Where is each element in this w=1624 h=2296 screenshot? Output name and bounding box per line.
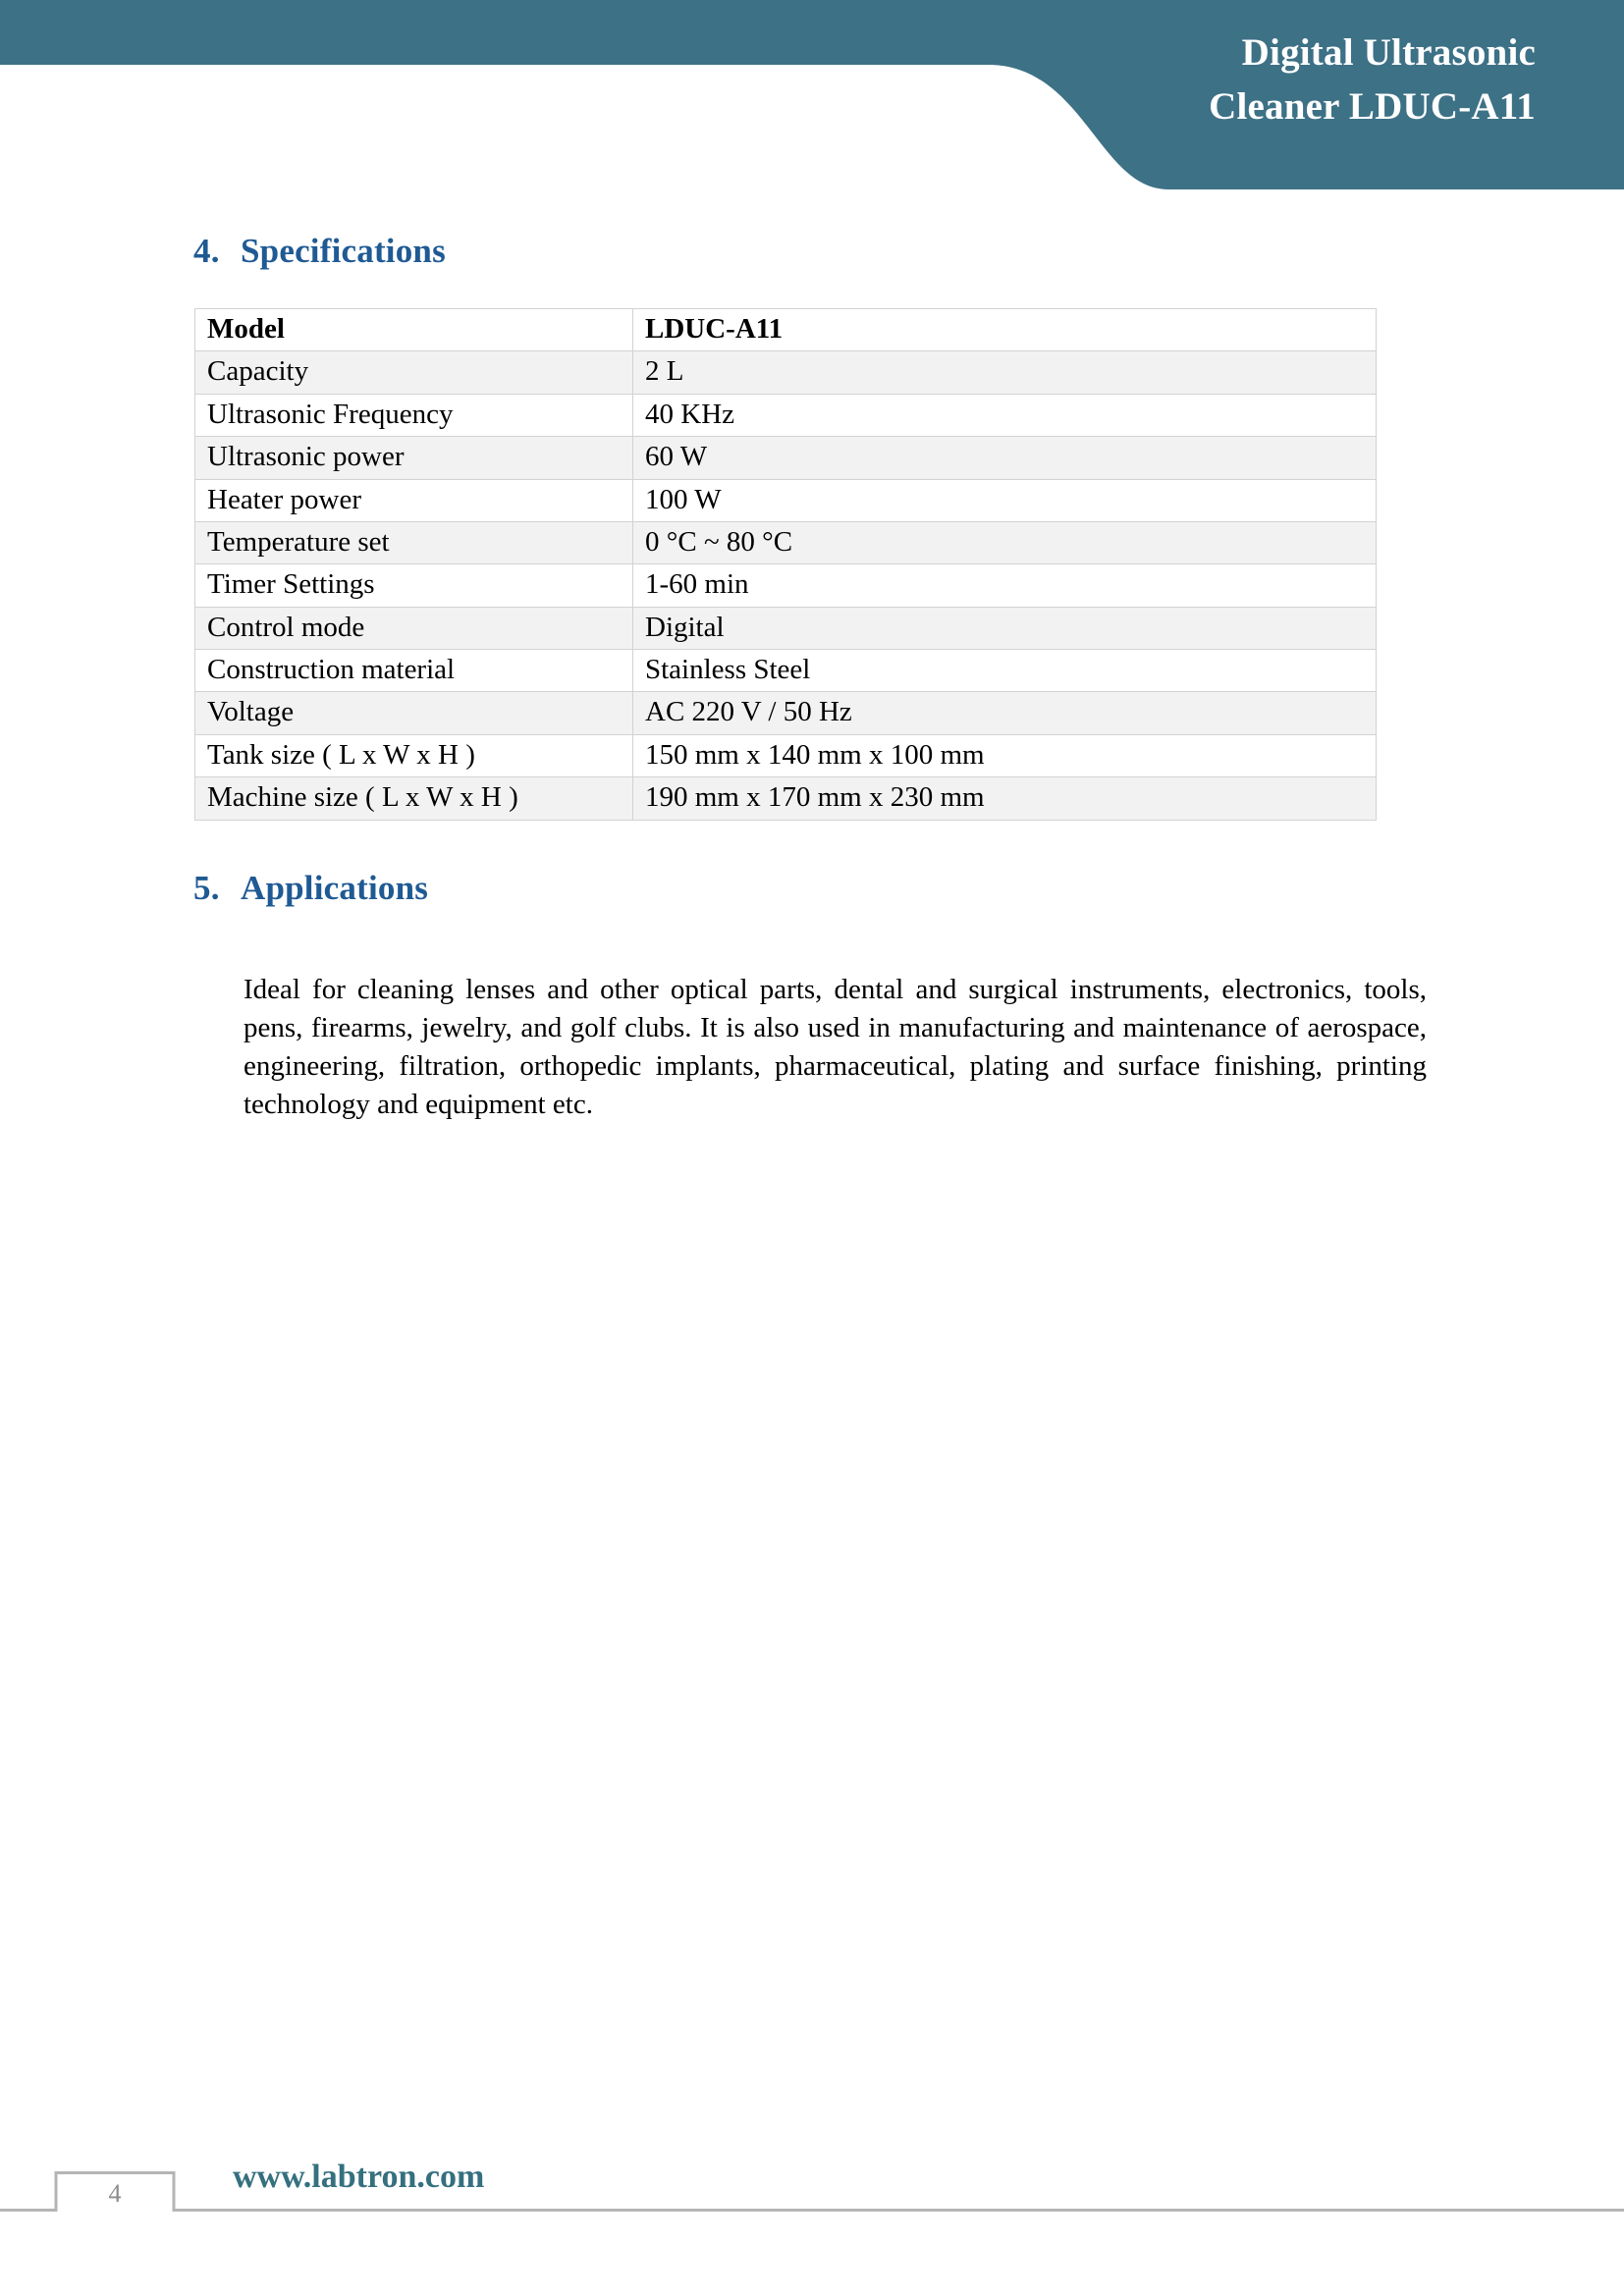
table-cell-value: Digital bbox=[633, 607, 1377, 649]
section-number-specifications: 4. bbox=[193, 232, 220, 270]
table-cell-value: 1-60 min bbox=[633, 564, 1377, 607]
table-cell-value: 190 mm x 170 mm x 230 mm bbox=[633, 777, 1377, 820]
section-heading-applications bbox=[193, 869, 428, 908]
table-row bbox=[195, 479, 1377, 521]
document-title-line-1: Digital Ultrasonic bbox=[1241, 31, 1536, 74]
table-cell-label: Control mode bbox=[195, 607, 633, 649]
section-heading-specifications bbox=[193, 232, 446, 271]
table-cell-label: Temperature set bbox=[195, 521, 633, 563]
table-cell-value: 40 KHz bbox=[633, 394, 1377, 436]
table-cell-value: 100 W bbox=[633, 479, 1377, 521]
section-title-specifications: Specifications bbox=[241, 232, 446, 270]
table-row bbox=[195, 564, 1377, 607]
table-cell-label: Ultrasonic power bbox=[195, 437, 633, 479]
section-title-applications: Applications bbox=[241, 869, 429, 907]
page-header-band bbox=[0, 0, 1624, 196]
applications-paragraph: Ideal for cleaning lenses and other optical parts, dental and surgical instruments, electronics, tools, pens, firearms, jewelry, and golf clubs. It is also used in manufacturing and maintenance of aerospace, engineering, filtration, orthopedic implants, pharmaceutical, plating and surface finishing, printing technology and equipment etc. bbox=[244, 974, 1427, 1120]
specifications-table-container bbox=[194, 308, 1376, 821]
table-row bbox=[195, 394, 1377, 436]
table-row bbox=[195, 437, 1377, 479]
table-cell-label: Machine size ( L x W x H ) bbox=[195, 777, 633, 820]
specifications-table bbox=[194, 308, 1377, 821]
table-cell-value: Stainless Steel bbox=[633, 650, 1377, 692]
page-footer bbox=[0, 2156, 1624, 2244]
table-row bbox=[195, 351, 1377, 394]
table-cell-value: 0 °C ~ 80 °C bbox=[633, 521, 1377, 563]
table-header-value: LDUC-A11 bbox=[633, 309, 1377, 351]
table-cell-label: Construction material bbox=[195, 650, 633, 692]
document-title bbox=[986, 26, 1536, 134]
table-cell-value: AC 220 V / 50 Hz bbox=[633, 692, 1377, 734]
table-cell-label: Ultrasonic Frequency bbox=[195, 394, 633, 436]
table-row bbox=[195, 607, 1377, 649]
table-header-label: Model bbox=[195, 309, 633, 351]
table-cell-label: Heater power bbox=[195, 479, 633, 521]
table-row bbox=[195, 650, 1377, 692]
table-row bbox=[195, 734, 1377, 776]
table-cell-value: 60 W bbox=[633, 437, 1377, 479]
page-number: 4 bbox=[108, 2179, 122, 2208]
table-row bbox=[195, 521, 1377, 563]
document-title-line-2: Cleaner LDUC-A11 bbox=[1209, 85, 1536, 129]
table-cell-label: Voltage bbox=[195, 692, 633, 734]
table-row bbox=[195, 692, 1377, 734]
footer-website-url: www.labtron.com bbox=[233, 2159, 485, 2195]
table-header-row bbox=[195, 309, 1377, 351]
table-cell-value: 2 L bbox=[633, 351, 1377, 394]
table-cell-label: Capacity bbox=[195, 351, 633, 394]
table-cell-value: 150 mm x 140 mm x 100 mm bbox=[633, 734, 1377, 776]
table-cell-label: Timer Settings bbox=[195, 564, 633, 607]
section-number-applications: 5. bbox=[193, 869, 220, 907]
table-cell-label: Tank size ( L x W x H ) bbox=[195, 734, 633, 776]
table-row bbox=[195, 777, 1377, 820]
